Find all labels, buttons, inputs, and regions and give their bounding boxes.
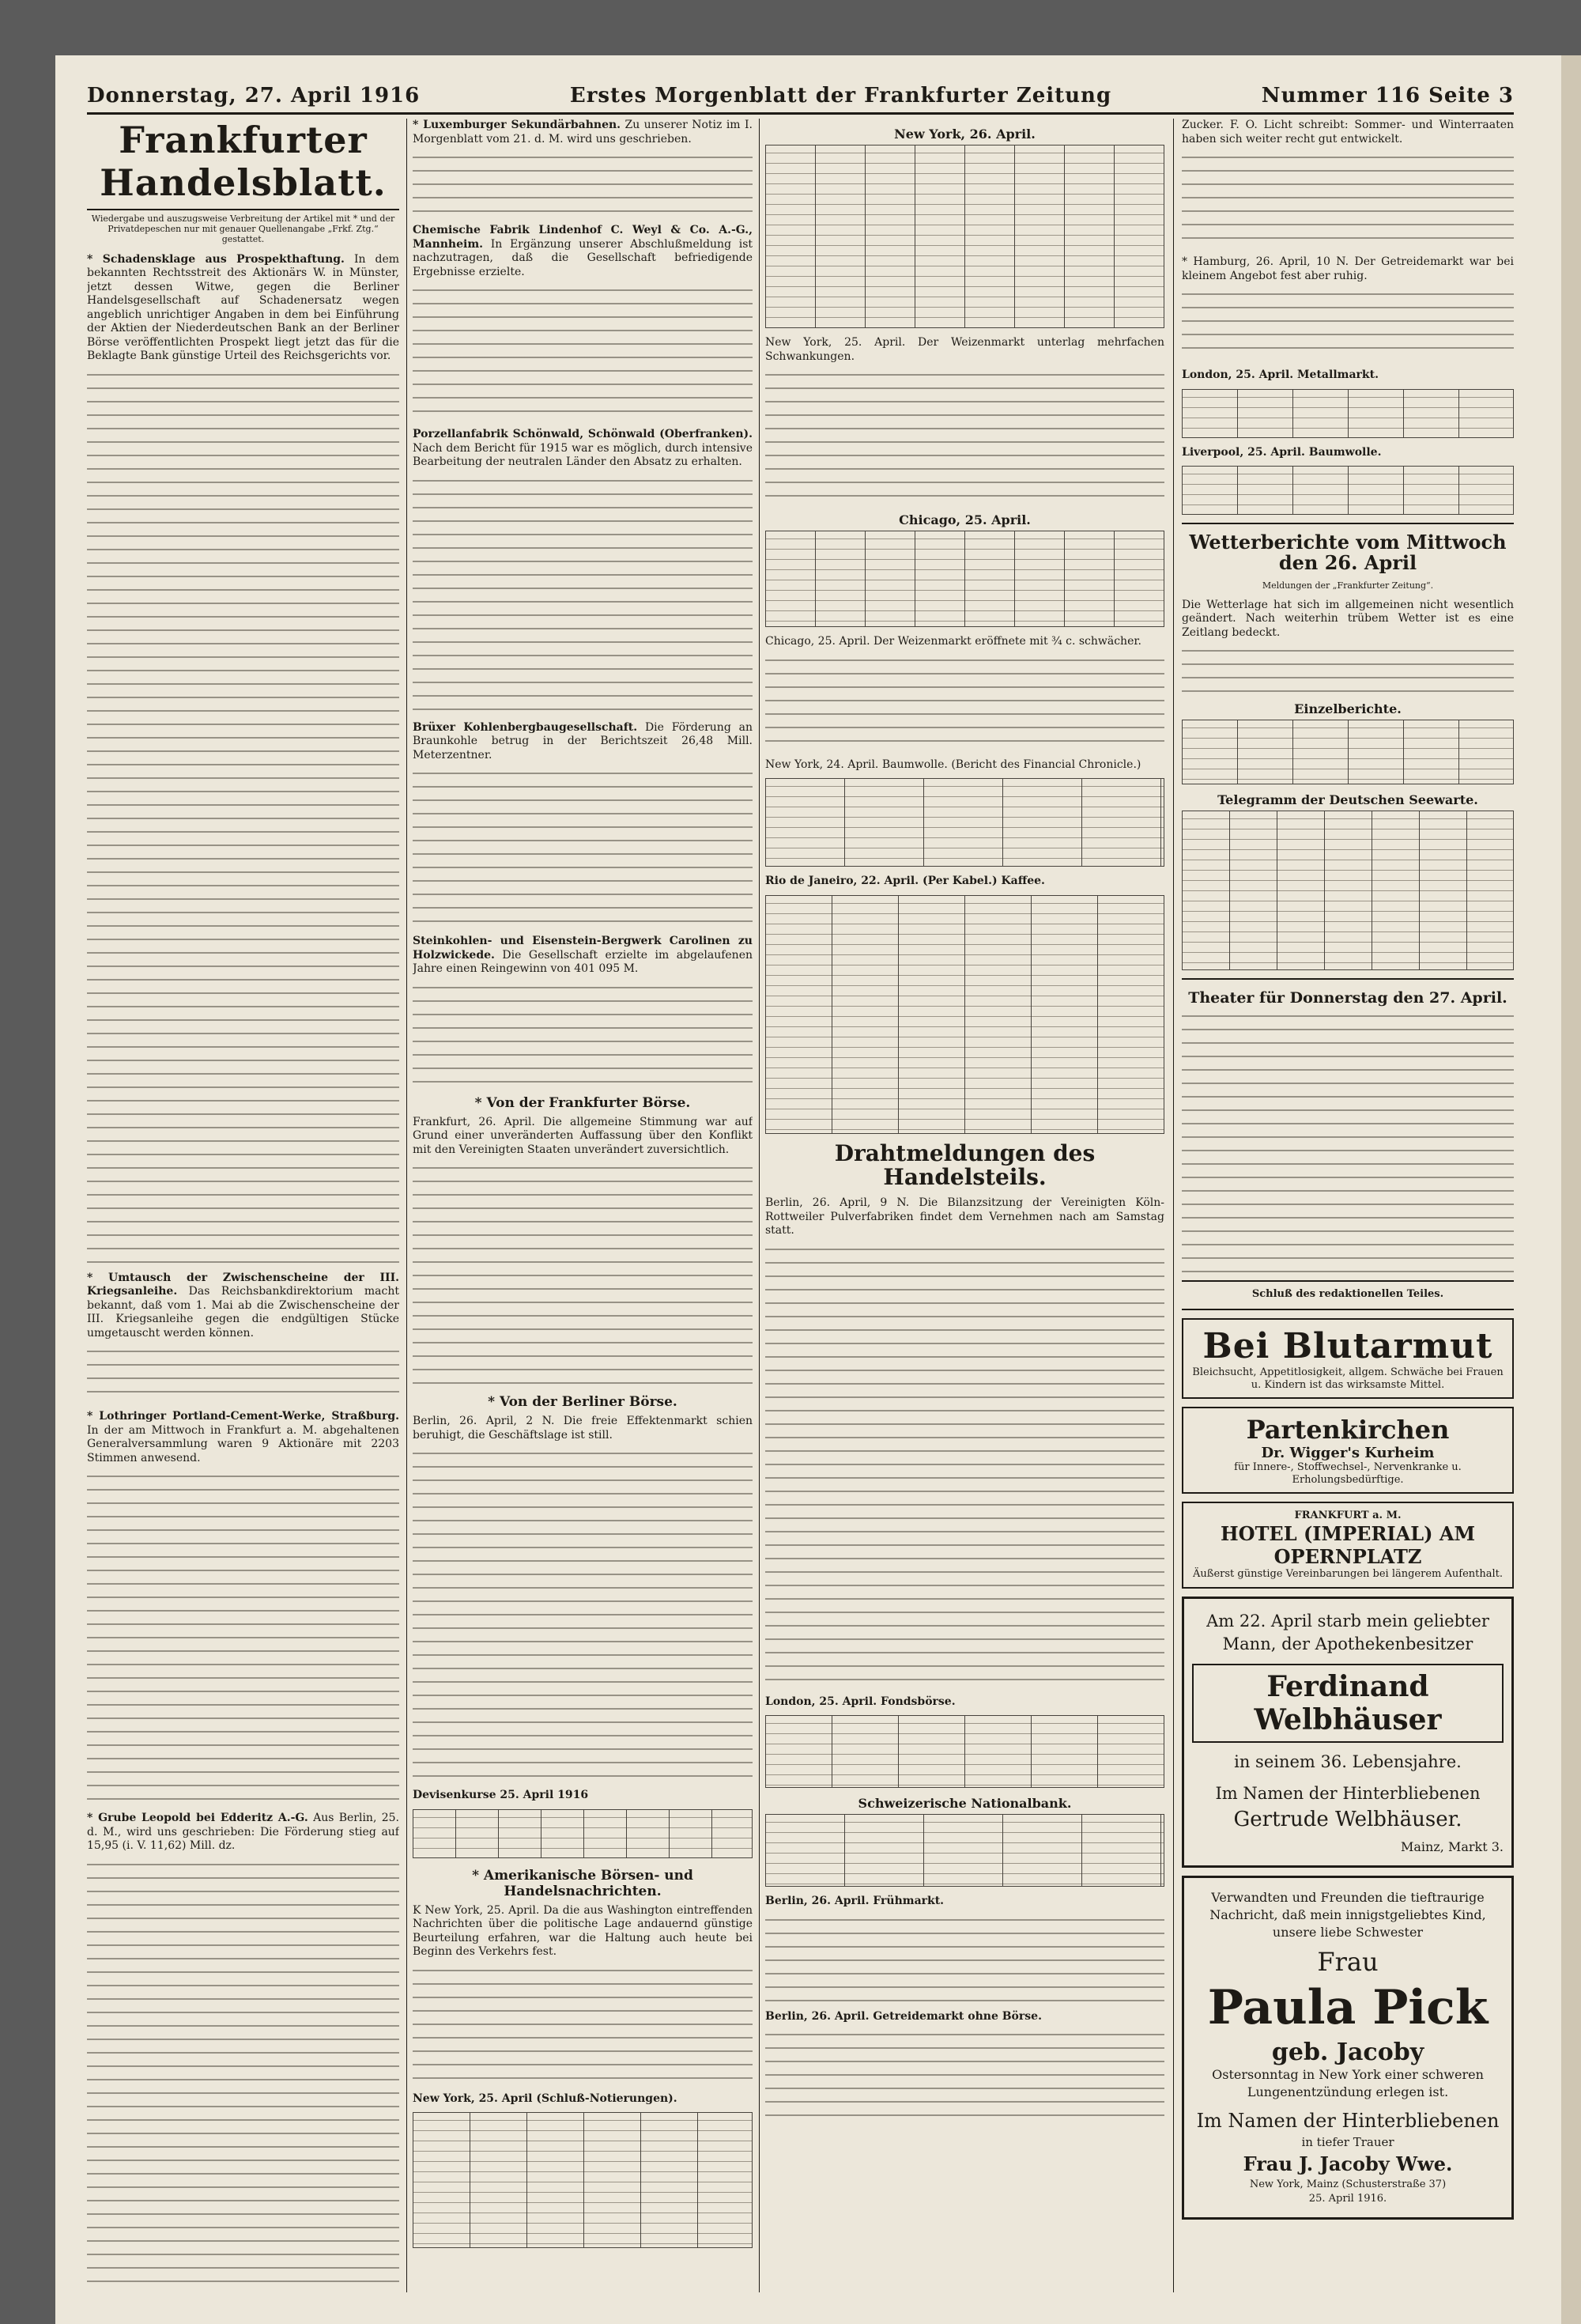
devisen-table [413, 1809, 753, 1858]
body-text-lines [413, 1966, 753, 2084]
obituary-text: in seinem 36. Lebensjahre. [1234, 1752, 1462, 1772]
body-text-lines [765, 2030, 1164, 2125]
article-lead: Berlin, 26. April. Frühmarkt. [765, 1895, 945, 1908]
article-lead: K New York, 25. April. Da die aus Washington eintreffenden Nachrichten über die politische Lage andauernd günstige Beurteilung erfahren, war die Haltung auch heute bei Beginn des Verkehrs fest. [413, 1903, 753, 1958]
ad-location: FRANKFURT a. M. [1294, 1510, 1402, 1522]
ad-headline: Bei Blutarmut [1202, 1326, 1493, 1367]
london-table [765, 1715, 1164, 1788]
column-4 [1182, 119, 1514, 2292]
masthead-subtitle: Wiedergabe und auszugsweise Verbreitung der Artikel mit * und der Privatdepeschen nur mit genauer Quellenangabe „Frkf. Ztg.“ gestattet. [91, 214, 395, 245]
ny-closing-table [413, 2112, 753, 2248]
article-heading: Steinkohlen- und Eisenstein-Bergwerk Carolinen zu Holzwickede. Die Gesellschaft erzielte im abgelaufenen Jahre einen Reingewinn von 401 095 M. [413, 935, 753, 975]
divider [1182, 1280, 1514, 1282]
divider [1182, 978, 1514, 980]
header-page-number: Nummer 116 Seite 3 [1261, 84, 1514, 108]
section-heading: * Von der Frankfurter Börse. [474, 1094, 691, 1111]
obituary-text: in tiefer Trauer [1301, 2135, 1394, 2150]
body-text-lines [413, 769, 753, 927]
column-rule [759, 119, 760, 2292]
header-paper: Erstes Morgenblatt der Frankfurter Zeitung [569, 84, 1112, 108]
body-text-lines [413, 285, 753, 420]
column-1 [87, 119, 399, 2292]
body-text-lines [413, 1163, 753, 1385]
obituary-text: Ostersonntag in New York einer schweren Lungenentzündung erlegen ist. [1212, 2066, 1484, 2100]
body-text-lines [1182, 153, 1514, 248]
newspaper-page [55, 55, 1561, 2324]
theater-listings [1182, 1011, 1514, 1272]
divider [1182, 523, 1514, 524]
market-heading: Schweizerische Nationalbank. [858, 1796, 1072, 1812]
weather-table [1182, 720, 1514, 784]
body-text-lines [413, 153, 753, 216]
body-text-lines [765, 1245, 1164, 1687]
end-editorial: Schluß des redaktionellen Teiles. [1251, 1288, 1444, 1301]
body-text-lines [413, 1449, 753, 1781]
weather-text: Die Wetterlage hat sich im allgemeinen nicht wesentlich geändert. Nach weiterhin trübem Wetter ist es eine Zeitlang bedeckt. [1182, 598, 1514, 639]
ad-text: für Innere-, Stoffwechsel-, Nervenkranke u. Erholungsbedürftige. [1234, 1461, 1462, 1486]
article-heading: * Schadensklage aus Prospekthaftung. In dem bekannten Rechtsstreit des Aktionärs W. in Münster, jetzt dessen Witwe, gegen die Berliner Handelsgesellschaft auf Schadenersatz wegen angeblich unrichtiger Angaben in dem bei Einführung der Aktien der Niederdeutschen Bank an der Berliner Börse veröffentlichten Prospekt liegt jetzt das für die Beklagte Bank günstige Urteil des Reichsgerichts vor. [87, 252, 399, 363]
obituary-name: Ferdinand Welbhäuser [1192, 1664, 1504, 1743]
body-text-lines [413, 983, 753, 1086]
obituary-welbhaeuser [1182, 1597, 1514, 1868]
article-lead: Liverpool, 25. April. Baumwolle. [1182, 445, 1382, 459]
obituary-location: Mainz, Markt 3. [1401, 1838, 1504, 1854]
article-lead: Zucker. F. O. Licht schreibt: Sommer- und Winterraaten haben sich weiter recht gut entwickelt. [1182, 119, 1514, 145]
article-heading: Porzellanfabrik Schönwald, Schönwald (Oberfranken). Nach dem Bericht für 1915 war es möglich, durch intensive Bearbeitung der neutralen Länder den Absatz zu erhalten. [413, 428, 753, 468]
table-label: New York, 25. April (Schluß-Notierungen). [413, 2092, 677, 2105]
ad-hotel [1182, 1502, 1514, 1588]
article-lead: Berlin, 26. April, 9 N. Die Bilanzsitzung der Vereinigten Köln-Rottweiler Pulverfabriken findet dem Vernehmen nach am Samstag statt. [765, 1196, 1164, 1238]
section-heading: * Von der Berliner Börse. [488, 1394, 677, 1410]
body-text-lines [1182, 289, 1514, 361]
section-heading: * Amerikanische Börsen- und Handelsnachrichten. [472, 1867, 693, 1899]
obituary-title: Frau [1317, 1946, 1379, 1977]
article-heading: Brüxer Kohlenbergbaugesellschaft. Die Förderung an Braunkohle betrug in der Berichtszeit 26,48 Mill. Meterzentner. [413, 720, 753, 761]
body-text-lines [87, 1347, 399, 1402]
article-heading: * Grube Leopold bei Edderitz A.-G. Aus Berlin, 25. d. M., wird uns geschrieben: Die Förderung stieg auf 15,95 (i. V. 11,62) Mill. dz. [87, 1812, 399, 1853]
obituary-pick [1182, 1876, 1514, 2220]
body-text-lines [765, 656, 1164, 750]
article-lead: Frankfurt, 26. April. Die allgemeine Stimmung war auf Grund einer unveränderten Auffassung über den Konflikt mit den Vereinigten Staaten unverändert zuversichtlich. [413, 1115, 753, 1156]
market-heading: Chicago, 25. April. [899, 512, 1031, 527]
article-heading: Chemische Fabrik Lindenhof C. Weyl & Co. A.-G., Mannheim. In Ergänzung unserer Abschlußmeldung ist nachzutragen, daß die Gesellschaft befriedigende Ergebnisse erzielte. [413, 224, 753, 278]
weather-subtitle: Meldungen der „Frankfurter Zeitung“. [1262, 580, 1434, 591]
liverpool-table [1182, 466, 1514, 515]
body-text-lines [1182, 646, 1514, 693]
article-lead: * Hamburg, 26. April, 10 N. Der Getreidemarkt war bei kleinem Angebot fest aber ruhig. [1182, 255, 1514, 282]
ad-headline: HOTEL (IMPERIAL) AM OPERNPLATZ [1220, 1522, 1476, 1569]
market-heading: New York, 26. April. [894, 127, 1036, 142]
obituary-signatory: Frau J. Jacoby Wwe. [1243, 2152, 1453, 2176]
ad-headline: Partenkirchen [1246, 1415, 1450, 1445]
article-lead: London, 25. April. Fondsbörse. [765, 1695, 956, 1708]
weather-subheading: Einzelberichte. [1294, 701, 1402, 717]
ad-blutarmut [1182, 1318, 1514, 1399]
table-label: Devisenkurse 25. April 1916 [413, 1789, 589, 1801]
seewarte-table [1182, 811, 1514, 970]
article-lead: Chicago, 25. April. Der Weizenmarkt eröffnete mit ¾ c. schwächer. [765, 635, 1141, 648]
article-heading: * Lothringer Portland-Cement-Werke, Straßburg. In der am Mittwoch in Frankfurt a. M. abgehaltenen Generalversammlung waren 9 Aktionäre mit 2203 Stimmen anwesend. [87, 1410, 399, 1464]
chicago-table [765, 531, 1164, 627]
divider [1182, 1309, 1514, 1310]
obituary-text: Am 22. April starb mein geliebter Mann, der Apothekenbesitzer [1206, 1611, 1489, 1654]
coffee-table [765, 895, 1164, 1134]
article-lead: New York, 25. April. Der Weizenmarkt unterlag mehrfachen Schwankungen. [765, 336, 1164, 363]
masthead: Frankfurter Handelsblatt. [87, 119, 399, 210]
section-heading: Drahtmeldungen des Handelsteils. [834, 1139, 1096, 1191]
body-text-lines [413, 476, 753, 713]
article-heading: * Luxemburger Sekundärbahnen. Zu unserer Notiz im I. Morgenblatt vom 21. d. M. wird uns geschrieben. [413, 119, 753, 145]
article-heading: * Umtausch der Zwischenscheine der III. Kriegsanleihe. Das Reichsbankdirektorium macht bekannt, daß vom 1. Mai ab die Zwischenscheine der III. Kriegsanleihe gegen die endgültigen Stücke umgetauscht werden können. [87, 1271, 399, 1340]
article-lead: Berlin, 26. April, 2 N. Die freie Effektenmarkt schien beruhigt, die Geschäftslage ist still. [413, 1415, 753, 1442]
ad-partenkirchen [1182, 1407, 1514, 1494]
cotton-table [765, 778, 1164, 867]
page-header [87, 77, 1514, 115]
column-2 [413, 119, 753, 2292]
obituary-name: Paula Pick [1207, 1979, 1489, 2035]
book-edge [1561, 55, 1581, 2324]
ny-market-table [765, 145, 1164, 328]
obituary-signatory: Gertrude Welbhäuser. [1233, 1808, 1462, 1832]
obituary-location: New York, Mainz (Schusterstraße 37) [1249, 2178, 1447, 2190]
body-text-lines [87, 1472, 399, 1804]
header-date: Donnerstag, 27. April 1916 [87, 84, 421, 108]
body-text-lines [765, 370, 1164, 504]
column-rule [1173, 119, 1174, 2292]
article-lead: Berlin, 26. April. Getreidemarkt ohne Börse. [765, 2009, 1042, 2023]
metal-table [1182, 389, 1514, 438]
ad-text: Äußerst günstige Vereinbarungen bei längerem Aufenthalt. [1193, 1568, 1503, 1581]
weather-heading: Wetterberichte vom Mittwoch den 26. April [1189, 531, 1507, 575]
body-text-lines [87, 1860, 399, 2292]
body-text-lines [87, 370, 399, 1264]
theater-heading: Theater für Donnerstag den 27. April. [1188, 989, 1507, 1007]
article-lead: New York, 24. April. Baumwolle. (Bericht des Financial Chronicle.) [765, 758, 1141, 771]
column-rule [406, 119, 407, 2292]
weather-subheading: Telegramm der Deutschen Seewarte. [1217, 792, 1478, 808]
article-lead: London, 25. April. Metallmarkt. [1182, 368, 1379, 381]
obituary-text: Im Namen der Hinterbliebenen [1215, 1783, 1481, 1803]
body-text-lines [765, 1915, 1164, 2002]
swiss-bank-table [765, 1814, 1164, 1887]
ad-subheadline: Dr. Wigger's Kurheim [1261, 1445, 1435, 1462]
ad-text: Bleichsucht, Appetitlosigkeit, allgem. Schwäche bei Frauen u. Kindern ist das wirksamste Mittel. [1192, 1366, 1504, 1391]
obituary-maiden-name: geb. Jacoby [1271, 2038, 1424, 2066]
column-3 [765, 119, 1164, 2292]
obituary-text: Im Namen der Hinterbliebenen [1196, 2109, 1500, 2132]
obituary-date: 25. April 1916. [1308, 2192, 1387, 2205]
obituary-text: Verwandten und Freunden die tieftraurige Nachricht, daß mein innigstgeliebtes Kind, unsere liebe Schwester [1209, 1889, 1486, 1940]
article-lead: Rio de Janeiro, 22. April. (Per Kabel.) Kaffee. [765, 875, 1045, 887]
